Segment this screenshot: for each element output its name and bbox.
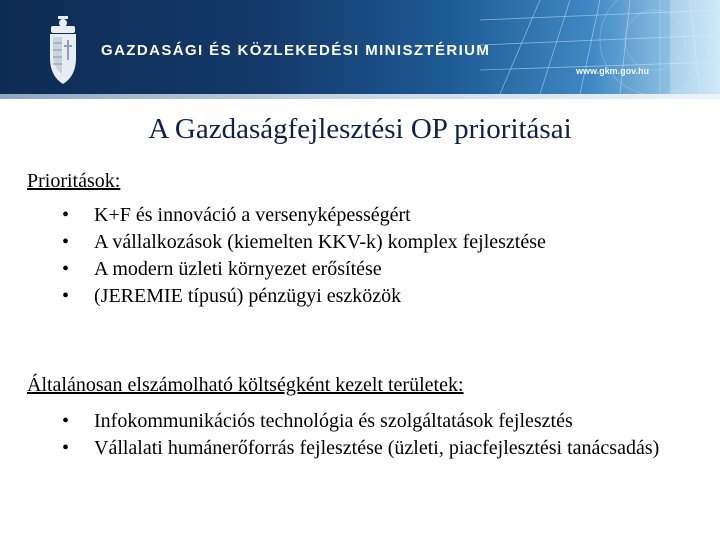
eligible-costs-list <box>0 408 694 462</box>
list-item: • A vállalkozások (kiemelten KKV-k) komplex fejlesztése <box>0 229 694 256</box>
eligible-costs-heading: Általánosan elszámolható költségként kezelt területek: <box>27 374 464 396</box>
list-item: • A modern üzleti környezet erősítése <box>0 256 694 283</box>
website-link[interactable]: www.gkm.gov.hu <box>576 66 650 76</box>
hungarian-coat-of-arms-icon <box>46 14 80 88</box>
banner-bottom-stripe <box>0 94 720 99</box>
bullet-icon: • <box>62 204 70 226</box>
priorities-heading: Prioritások: <box>27 170 121 192</box>
bullet-icon: • <box>62 437 70 459</box>
list-item: • Infokommunikációs technológia és szolgáltatások fejlesztés <box>0 408 694 435</box>
list-item: • (JEREMIE típusú) pénzügyi eszközök <box>0 283 694 310</box>
bullet-icon: • <box>62 258 70 280</box>
ministry-name: GAZDASÁGI ÉS KÖZLEKEDÉSI MINISZTÉRIUM <box>101 42 491 59</box>
priorities-list <box>0 202 694 310</box>
list-item: • K+F és innováció a versenyképességért <box>0 202 694 229</box>
bullet-icon: • <box>62 285 70 307</box>
slide-title: A Gazdaságfejlesztési OP prioritásai <box>148 113 572 145</box>
header-banner <box>0 0 720 97</box>
bullet-icon: • <box>62 231 70 253</box>
globe-grid-decoration <box>480 0 720 94</box>
list-item: • Vállalati humánerőforrás fejlesztése (üzleti, piacfejlesztési tanácsadás) <box>0 435 684 462</box>
bullet-icon: • <box>62 410 70 432</box>
